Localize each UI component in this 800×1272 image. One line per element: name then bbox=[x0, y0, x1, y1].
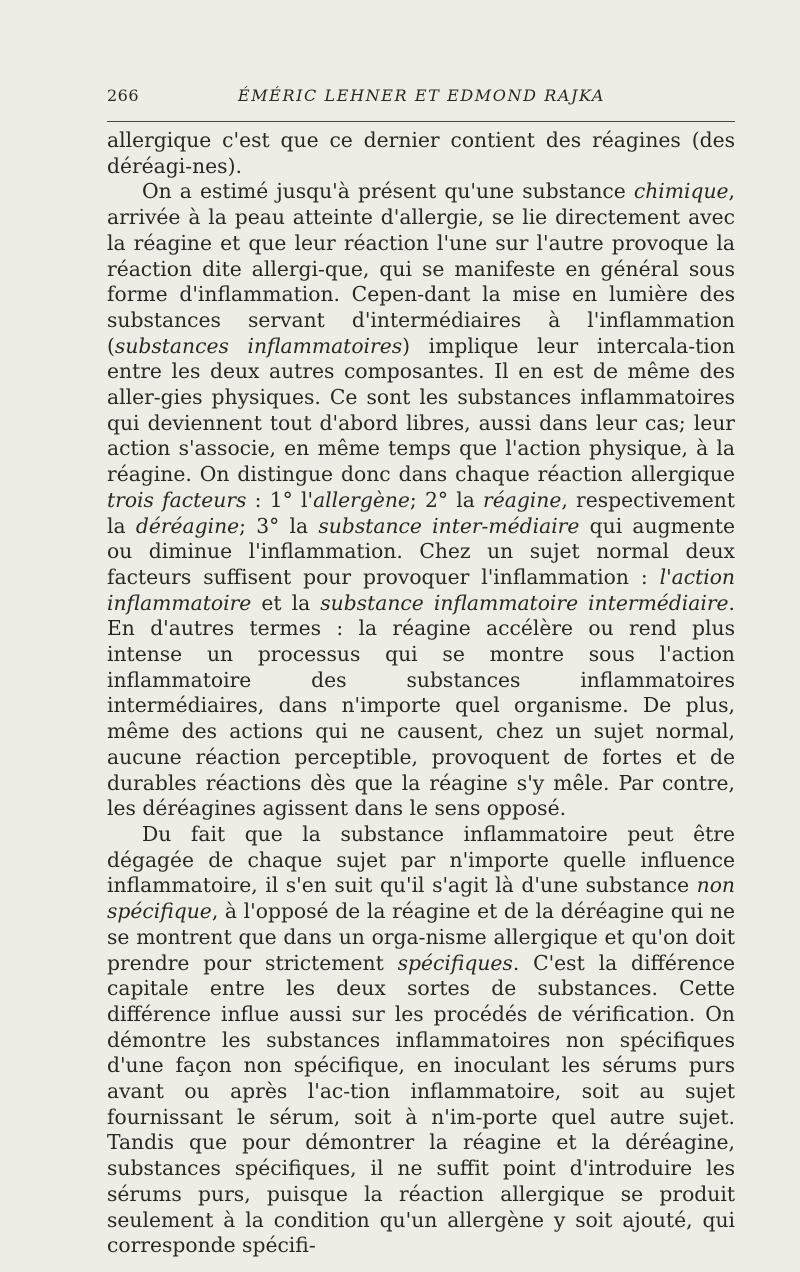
italic-phrase: substance inflammatoire intermédiaire bbox=[320, 590, 729, 615]
italic-phrase: substance inter-médiaire bbox=[318, 513, 580, 538]
text-run: et la bbox=[251, 590, 321, 615]
page-number: 266 bbox=[107, 86, 140, 105]
text-run: , arrivée à la peau atteinte d'allergie, se lie directement avec la réagine et que leur réaction l'une sur l'autre provoque la réaction dite allergi-que, qui se manifeste en général sous forme d'inflammation. Cepen-dant la mise en lumière des substances servant d'intermédiaires à l'inflammation ( bbox=[107, 179, 735, 358]
page-header bbox=[107, 86, 736, 110]
italic-phrase: allergène bbox=[313, 487, 410, 512]
italic-phrase: déréagine bbox=[135, 513, 240, 538]
italic-phrase: chimique bbox=[633, 179, 729, 204]
paragraph bbox=[107, 179, 735, 822]
paragraph bbox=[107, 128, 735, 179]
text-run: . En d'autres termes : la réagine accélère ou rend plus intense un processus qui se montre sous l'action inflammatoire des substances inflammatoires intermédiaires, dans n'importe quel organisme. De plus, même des actions qui ne causent, chez un sujet normal, aucune réaction perceptible, provoquent de fortes et de durables réactions dès que la réagine s'y mêle. Par contre, les déréagines agissent dans le sens opposé. bbox=[107, 590, 735, 821]
body-text bbox=[107, 128, 735, 1259]
text-run: . C'est la différence capitale entre les deux sortes de substances. Cette différence influe aussi sur les procédés de vérification. On démontre les substances inflammatoires non spécifiques d'une façon non spécifique, en inoculant les sérums purs avant ou après l'ac-tion inflammatoire, soit au sujet fournissant le sérum, soit à n'im-porte quel autre sujet. Tandis que pour démontrer la réagine et la déréagine, substances spécifiques, il ne suffit point d'introduire les sérums purs, puisque la réaction allergique se produit seulement à la condition qu'un allergène y soit ajouté, qui corresponde spécifi- bbox=[107, 950, 735, 1258]
italic-phrase: spécifiques bbox=[397, 950, 513, 975]
text-run: On a estimé jusqu'à présent qu'une substance bbox=[142, 179, 634, 204]
text-run: , respectivement la bbox=[107, 487, 736, 538]
text-run: ; 2° la bbox=[409, 487, 484, 512]
running-head: ÉMÉRIC LEHNER ET EDMOND RAJKA bbox=[237, 86, 606, 105]
italic-phrase: réagine bbox=[483, 487, 562, 512]
paragraph bbox=[107, 822, 735, 1259]
text-run: , à l'opposé de la réagine et de la déréagine qui ne se montrent que dans un orga-nisme allergique et qu'on doit prendre pour strictement bbox=[107, 899, 735, 975]
text-run: allergique c'est que ce dernier contient des réagines (des déréagi-nes). bbox=[107, 128, 735, 178]
italic-phrase: non spécifique bbox=[107, 873, 735, 924]
italic-phrase: trois facteurs bbox=[107, 487, 247, 512]
italic-phrase: l'action inflammatoire bbox=[107, 564, 735, 615]
header-rule bbox=[107, 121, 735, 122]
text-run: ; 3° la bbox=[239, 513, 319, 538]
text-run: : 1° l' bbox=[246, 487, 314, 512]
italic-phrase: substances inflammatoires bbox=[114, 333, 403, 358]
text-run: ) implique leur intercala-tion entre les deux autres composantes. Il en est de même des aller-gies physiques. Ce sont les substances inflammatoires qui deviennent tout d'abord libres, aussi dans leur cas; leur action s'associe, en même temps que l'action physique, à la réagine. On distingue donc dans chaque réaction allergique bbox=[107, 333, 736, 487]
text-run: Du fait que la substance inflammatoire peut être dégagée de chaque sujet par n'importe quelle influence inflammatoire, il s'en suit qu'il s'agit là d'une substance bbox=[107, 821, 735, 898]
text-run: qui augmente ou diminue l'inflammation. Chez un sujet normal deux facteurs suffisent pour provoquer l'inflammation : bbox=[107, 513, 736, 589]
